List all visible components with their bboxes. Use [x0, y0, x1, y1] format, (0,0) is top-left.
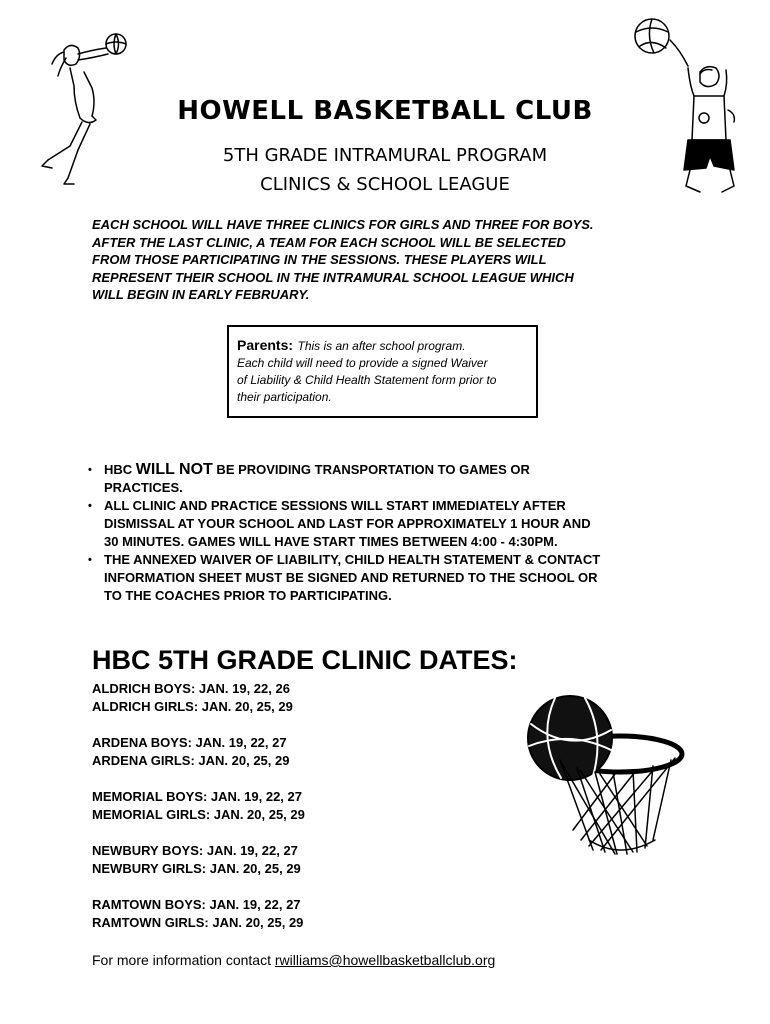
intro-line: WILL BEGIN IN EARLY FEBRUARY.: [92, 287, 310, 302]
contact-line: [92, 952, 495, 968]
parents-heading: Parents:: [237, 337, 294, 353]
bullet-emphasis: WILL NOT: [135, 461, 213, 478]
clinic-dates-heading: HBC 5TH GRADE CLINIC DATES:: [92, 645, 518, 675]
bullet-line: DISMISSAL AT YOUR SCHOOL AND LAST FOR APPROXIMATELY 1 HOUR AND: [104, 516, 591, 531]
intro-line: REPRESENT THEIR SCHOOL IN THE INTRAMURAL SCHOOL LEAGUE WHICH: [92, 269, 574, 285]
bullet-text: BE PROVIDING TRANSPORTATION TO GAMES OR: [212, 462, 530, 477]
contact-text: For more information contact: [92, 952, 275, 968]
girls-dates: ARDENA GIRLS: JAN. 20, 25, 29: [92, 753, 290, 768]
bullet-dot: •: [88, 554, 92, 566]
club-title: HOWELL BASKETBALL CLUB: [177, 96, 593, 126]
bullet-line: 30 MINUTES. GAMES WILL HAVE START TIMES BETWEEN 4:00 - 4:30PM.: [104, 534, 558, 549]
girls-dates: RAMTOWN GIRLS: JAN. 20, 25, 29: [92, 915, 304, 930]
bullet-line: INFORMATION SHEET MUST BE SIGNED AND RETURNED TO THE SCHOOL OR: [104, 570, 598, 585]
bullet-waiver: [86, 551, 706, 605]
boys-dates: ARDENA BOYS: JAN. 19, 22, 27: [92, 735, 287, 750]
boys-dates: RAMTOWN BOYS: JAN. 19, 22, 27: [92, 897, 301, 912]
bullet-session-times: [86, 497, 706, 551]
school-dates-group: [92, 680, 305, 716]
policy-bullet-list: [86, 461, 706, 605]
clinic-dates-list: [92, 680, 305, 950]
parents-line: of Liability & Child Health Statement form prior to: [237, 373, 497, 387]
girls-dates: MEMORIAL GIRLS: JAN. 20, 25, 29: [92, 807, 305, 822]
bullet-line: THE ANNEXED WAIVER OF LIABILITY, CHILD HEALTH STATEMENT & CONTACT: [104, 552, 601, 567]
bullet-line: ALL CLINIC AND PRACTICE SESSIONS WILL START IMMEDIATELY AFTER: [104, 498, 566, 513]
school-dates-group: [92, 788, 305, 824]
intro-line: EACH SCHOOL WILL HAVE THREE CLINICS FOR GIRLS AND THREE FOR BOYS.: [92, 217, 594, 232]
boys-dates: MEMORIAL BOYS: JAN. 19, 22, 27: [92, 789, 302, 804]
bullet-prefix: HBC: [104, 462, 136, 477]
intro-line: AFTER THE LAST CLINIC, A TEAM FOR EACH SCHOOL WILL BE SELECTED: [92, 234, 566, 250]
school-dates-group: [92, 734, 305, 770]
league-subtitle: CLINICS & SCHOOL LEAGUE: [260, 174, 510, 195]
basketball-hoop-illustration: [515, 690, 690, 865]
intro-paragraph: [92, 216, 692, 304]
bullet-transportation: [86, 461, 706, 497]
girls-dates: ALDRICH GIRLS: JAN. 20, 25, 29: [92, 699, 293, 714]
school-dates-group: [92, 842, 305, 878]
bullet-dot: •: [88, 500, 92, 512]
girls-dates: NEWBURY GIRLS: JAN. 20, 25, 29: [92, 861, 301, 876]
program-subtitle: 5TH GRADE INTRAMURAL PROGRAM: [222, 145, 548, 166]
bullet-line: PRACTICES.: [104, 480, 183, 495]
school-dates-group: [92, 896, 305, 932]
parents-line: their participation.: [237, 390, 332, 404]
bullet-line: TO THE COACHES PRIOR TO PARTICIPATING.: [104, 588, 392, 603]
parents-notice-box: [227, 325, 538, 418]
boys-dates: ALDRICH BOYS: JAN. 19, 22, 26: [92, 681, 290, 696]
intro-line: FROM THOSE PARTICIPATING IN THE SESSIONS. THESE PLAYERS WILL: [92, 252, 547, 267]
parents-lead: This is an after school program.: [297, 339, 466, 353]
parents-line: Each child will need to provide a signed Waiver: [237, 356, 488, 370]
contact-email-link[interactable]: rwilliams@howellbasketballclub.org: [274, 952, 496, 968]
bullet-dot: •: [88, 464, 92, 476]
boys-dates: NEWBURY BOYS: JAN. 19, 22, 27: [92, 843, 298, 858]
